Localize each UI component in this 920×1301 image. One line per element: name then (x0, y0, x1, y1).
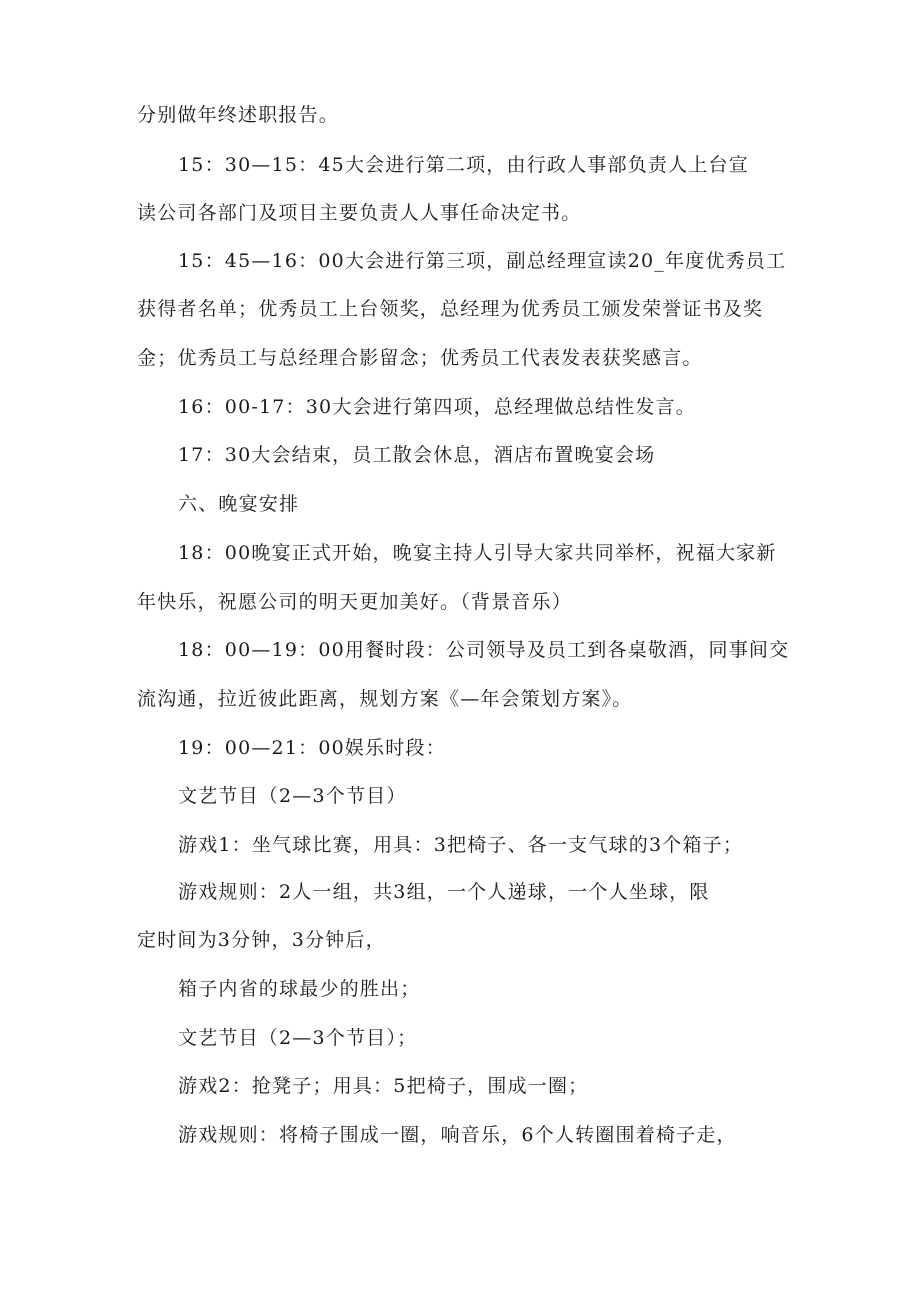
section-heading: 六、晚宴安排 (178, 493, 300, 515)
paragraph-line: 年快乐，祝愿公司的明天更加美好。（背景音乐） (137, 591, 572, 613)
paragraph-line: 游戏规则：将椅子围成一圈，响音乐，6个人转圈围着椅子走， (178, 1124, 737, 1146)
paragraph-line: 分别做年终述职报告。 (137, 104, 340, 126)
paragraph-line: 金；优秀员工与总经理合影留念；优秀员工代表发表获奖感言。 (137, 347, 703, 369)
paragraph-line: 16：00-17：30大会进行第四项，总经理做总结性发言。 (178, 396, 696, 418)
paragraph-line: 游戏2：抢凳子；用具：5把椅子，围成一圈； (178, 1075, 589, 1097)
paragraph-line: 箱子内省的球最少的胜出； (178, 978, 421, 1000)
paragraph-line: 流沟通，拉近彼此距离，规划方案《—年会策划方案》。 (137, 688, 633, 710)
paragraph-line: 获得者名单；优秀员工上台领奖，总经理为优秀员工颁发荣誉证书及奖 (137, 298, 764, 320)
paragraph-line: 15：30—15：45大会进行第二项，由行政人事部负责人上台宣 (178, 154, 749, 176)
paragraph-line: 文艺节目（2—3个节目） (178, 785, 407, 807)
paragraph-line: 17：30大会结束，员工散会休息，酒店布置晚宴会场 (178, 444, 656, 466)
paragraph-line: 19：00—21：00娱乐时段： (178, 737, 446, 759)
paragraph-line: 文艺节目（2—3个节目）； (178, 1027, 418, 1049)
paragraph-line: 18：00—19：00用餐时段：公司领导及员工到各桌敬酒，同事间交 (178, 639, 790, 661)
paragraph-line: 定时间为3分钟，3分钟后， (137, 929, 386, 951)
paragraph-line: 18：00晚宴正式开始，晚宴主持人引导大家共同举杯，祝福大家新 (178, 542, 777, 564)
paragraph-line: 15：45—16：00大会进行第三项，副总经理宣读20_年度优秀员工 (178, 250, 787, 272)
paragraph-line: 游戏规则：2人一组，共3组，一个人递球，一个人坐球，限 (178, 881, 710, 903)
paragraph-line: 读公司各部门及项目主要负责人人事任命决定书。 (137, 202, 582, 224)
paragraph-line: 游戏1：坐气球比赛，用具：3把椅子、各一支气球的3个箱子； (178, 834, 744, 856)
